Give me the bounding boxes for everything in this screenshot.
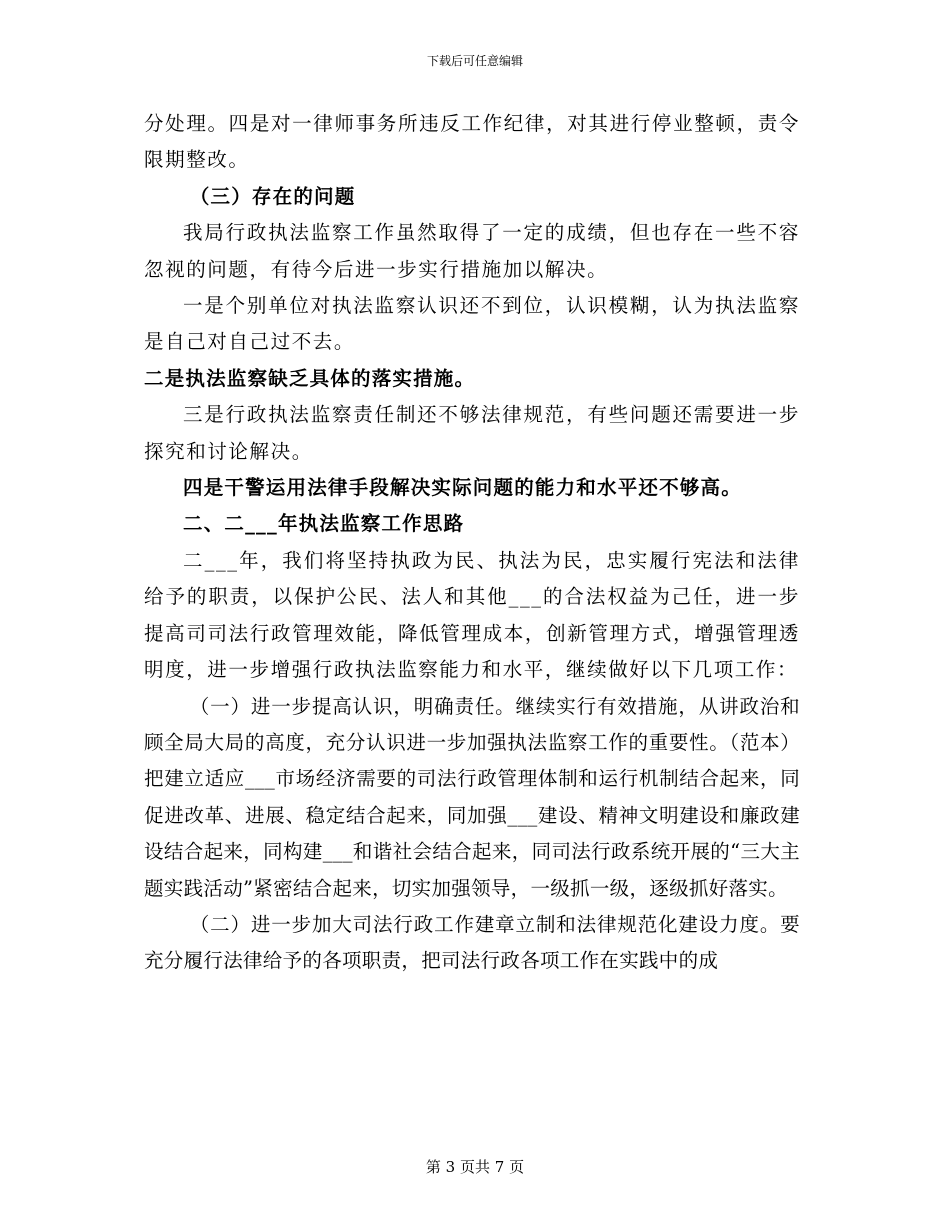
paragraph-continuation: 分处理。四是对一律师事务所违反工作纪律，对其进行停业整顿，责令限期整改。	[144, 112, 800, 172]
document-body	[144, 106, 800, 980]
section-heading-work-ideas: 二、二___年执法监察工作思路	[183, 512, 465, 536]
paragraph-item-one: （一）进一步提高认识，明确责任。继续实行有效措施，从讲政治和顾全局大局的高度，充分认识进一步加强执法监察工作的重要性。（范本）把建立适应___市场经济需要的司法行政管理体制和运行机制结合起来，同促进改革、进展、稳定结合起来，同加强___建设、精神文明建设和廉政建设结合起来，同构建___和谐社会结合起来，同司法行政系统开展的“三大主题实践活动”紧密结合起来，切实加强领导，一级抓一级，逐级抓好落实。	[144, 694, 800, 900]
paragraph-work-ideas-intro: 二___年，我们将坚持执政为民、执法为民，忠实履行宪法和法律给予的职责，以保护公民、法人和其他___的合法权益为己任，进一步提高司司法行政管理效能，降低管理成本，创新管理方式，增强管理透明度，进一步增强行政执法监察能力和水平，继续做好以下几项工作：	[144, 548, 800, 682]
paragraph-item-two: （二）进一步加大司法行政工作建章立制和法律规范化建设力度。要充分履行法律给予的各项职责，把司法行政各项工作在实践中的成	[144, 912, 800, 973]
paragraph-problem-one: 一是个别单位对执法监察认识还不到位，认识模糊，认为执法监察是自己对自己过不去。	[144, 294, 800, 354]
paragraph-problem-three: 三是行政执法监察责任制还不够法律规范，有些问题还需要进一步探究和讨论解决。	[144, 403, 800, 463]
paragraph-problem-four: 四是干警运用法律手段解决实际问题的能力和水平还不够高。	[183, 476, 742, 500]
paragraph-problem-two: 二是执法监察缺乏具体的落实措施。	[144, 366, 476, 390]
section-heading-problems: （三）存在的问题	[189, 184, 356, 208]
page-number: 第 3 页共 7 页	[425, 1158, 525, 1176]
paragraph-problems-intro: 我局行政执法监察工作虽然取得了一定的成绩，但也存在一些不容忽视的问题，有待今后进一步实行措施加以解决。	[144, 221, 800, 281]
header-note: 下载后可任意编辑	[426, 54, 523, 68]
